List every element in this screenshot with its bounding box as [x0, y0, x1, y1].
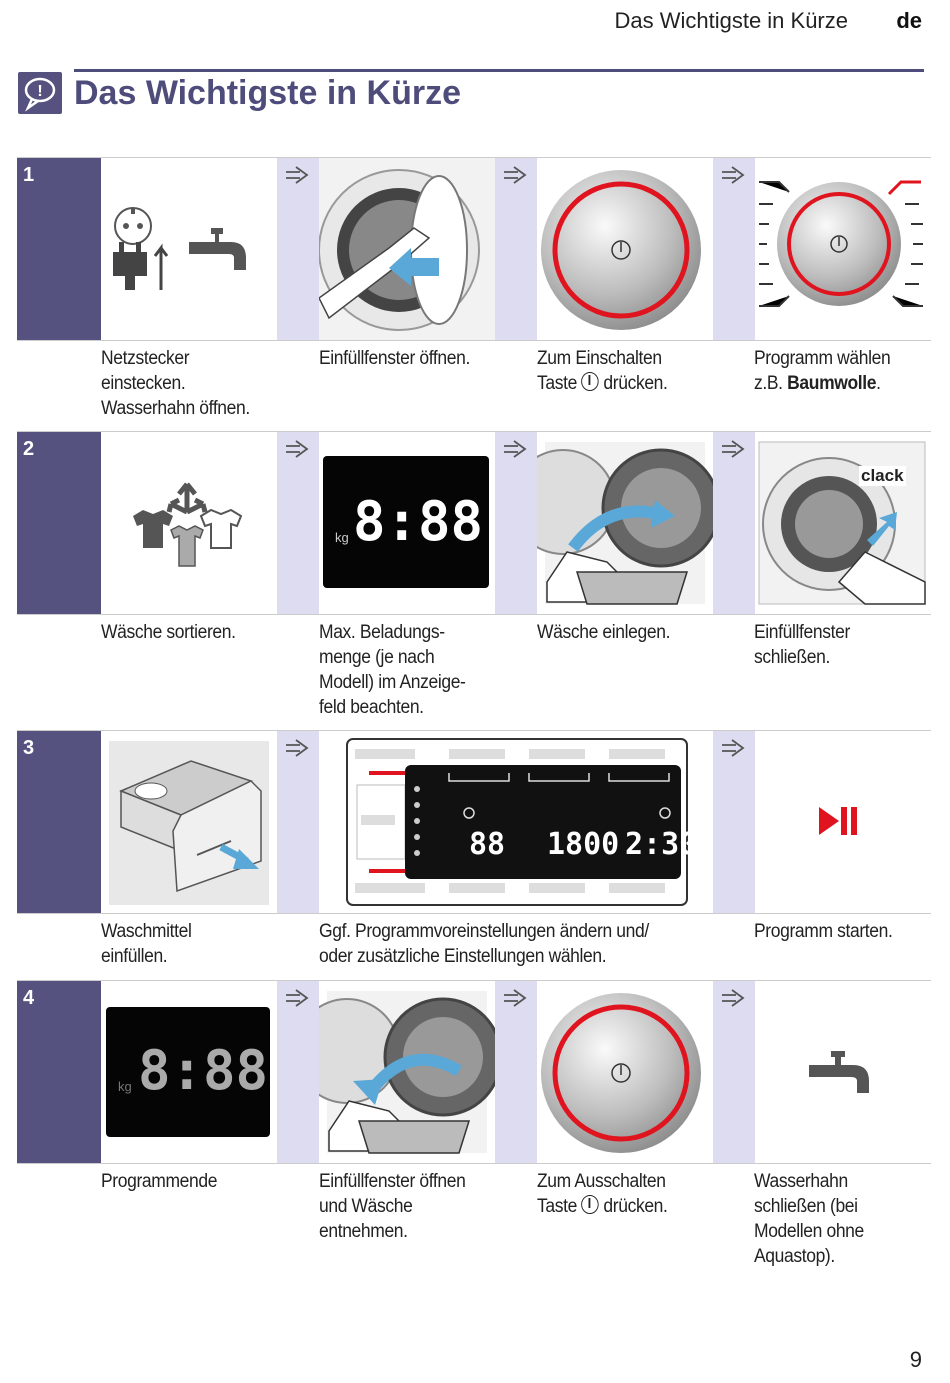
caption-2-3: Wäsche einlegen.	[537, 622, 671, 643]
tap-icon	[755, 981, 931, 1163]
header-lang: de	[896, 8, 922, 33]
start-pause-icon	[755, 731, 931, 913]
end-display: kg 8:88	[106, 1007, 270, 1137]
program-knob-illustration	[755, 158, 931, 340]
load-display-illustration	[319, 432, 495, 614]
step-row-4	[17, 980, 931, 1164]
end-display-illustration	[101, 981, 277, 1163]
step-number: 1	[17, 158, 101, 340]
step-arrow	[495, 158, 537, 340]
step-arrow	[713, 158, 755, 340]
caption-2-4: Einfüllfenster schließen.	[754, 622, 850, 668]
clack-label: clack	[861, 466, 904, 485]
shirts-icon	[101, 432, 277, 614]
caption-4-1: Programmende	[101, 1171, 218, 1192]
page-number: 9	[909, 1347, 922, 1372]
step-arrow	[277, 158, 319, 340]
step-number: 2	[17, 432, 101, 614]
header-rule	[74, 69, 924, 72]
caption-1-1: Netzstecker einstecken. Wasserhahn öffnen.	[101, 348, 250, 419]
unload-laundry-illustration	[319, 981, 495, 1163]
caption-3-3: Programm starten.	[754, 921, 893, 942]
step-arrow	[277, 432, 319, 614]
step-row-2	[17, 431, 931, 615]
door-open-illustration	[319, 158, 495, 340]
section-title: Das Wichtigste in Kürze	[74, 74, 461, 112]
step-arrow	[277, 731, 319, 913]
door-close-illustration	[755, 432, 931, 614]
step-arrow	[495, 981, 537, 1163]
load-display: kg 8:88	[323, 456, 489, 588]
detergent-drawer-illustration	[101, 731, 277, 913]
power-icon	[581, 1195, 598, 1214]
caption-4-2: Einfüllfenster öffnen und Wäsche entnehmen.	[319, 1171, 466, 1242]
laundry-sort-illustration	[101, 432, 277, 614]
svg-text:!: !	[37, 83, 43, 100]
header-title: Das Wichtigste in Kürze	[614, 8, 848, 33]
caption-3-1: Waschmittel einfüllen.	[101, 921, 192, 967]
load-laundry-illustration	[537, 432, 713, 614]
start-pause-illustration	[755, 731, 931, 913]
panel-temp-display: 88	[469, 827, 506, 862]
step-row-1	[17, 157, 931, 341]
plug-tap-illustration	[101, 158, 277, 340]
tap-illustration	[755, 981, 931, 1163]
step-arrow	[713, 731, 755, 913]
step-arrow	[713, 981, 755, 1163]
caption-4-4: Wasserhahn schließen (bei Modellen ohne Aquastop).	[754, 1171, 864, 1267]
power-off-knob-illustration	[537, 981, 713, 1163]
caption-2-1: Wäsche sortieren.	[101, 622, 236, 643]
step-number: 3	[17, 731, 101, 913]
panel-time-display: 2:30	[625, 827, 698, 862]
step-number: 4	[17, 981, 101, 1163]
caption-4-3: Zum Ausschalten Taste drücken.	[537, 1171, 668, 1217]
step-arrow	[713, 432, 755, 614]
power-knob-illustration	[537, 158, 713, 340]
step-arrow	[277, 981, 319, 1163]
caption-1-3: Zum Einschalten Taste drücken.	[537, 348, 668, 394]
power-icon	[581, 372, 598, 391]
caption-3-2: Ggf. Programmvoreinstellungen ändern und/ oder zusätzliche Einstellungen wählen.	[319, 921, 649, 967]
control-panel-illustration	[319, 731, 713, 913]
step-arrow	[495, 432, 537, 614]
plug-icon	[101, 158, 277, 340]
page-header	[0, 6, 950, 36]
step-row-3	[17, 730, 931, 914]
caption-2-2: Max. Beladungs- menge (je nach Modell) im Anzeige- feld beachten.	[319, 622, 466, 718]
panel-spin-display: 1800	[547, 827, 620, 862]
speech-bubble-icon	[18, 72, 62, 114]
caption-1-4: Programm wählen z.B. Baumwolle.	[754, 348, 891, 394]
caption-1-2: Einfüllfenster öffnen.	[319, 348, 470, 369]
